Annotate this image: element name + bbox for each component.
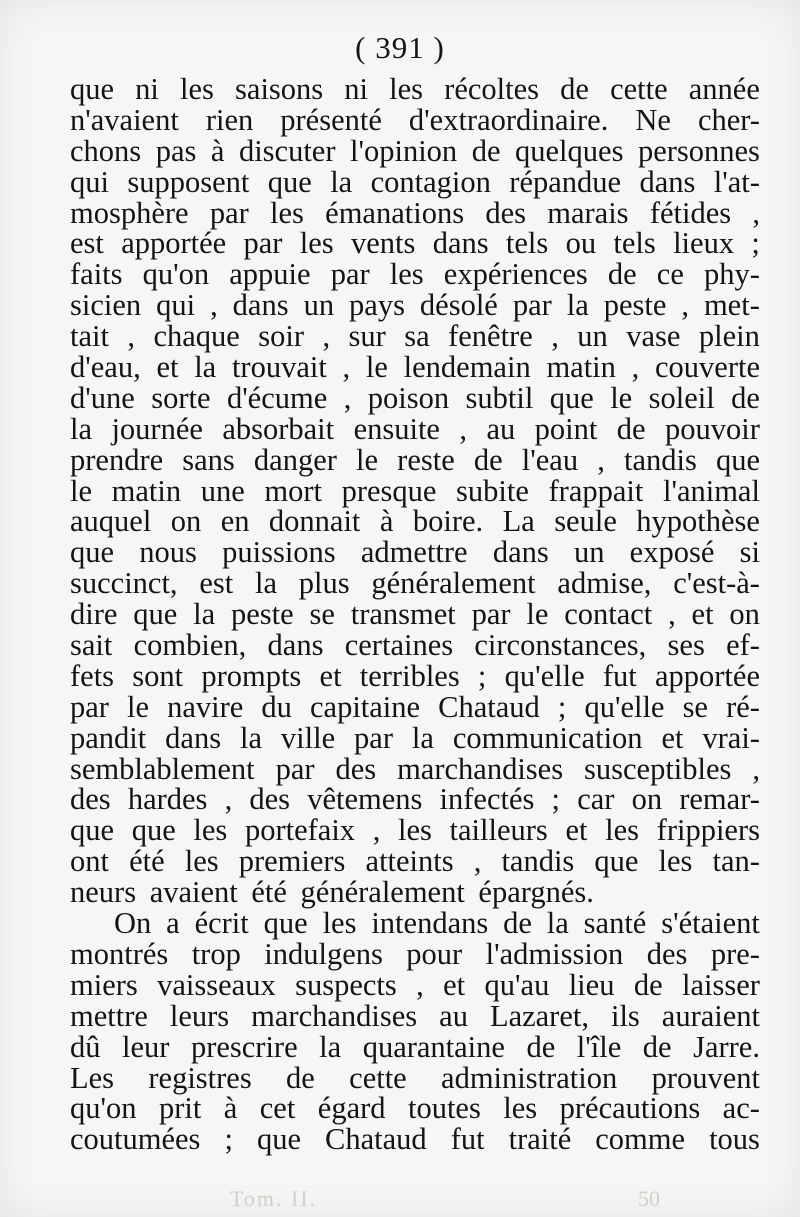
text-line: mettre leurs marchandises au Lazaret, ils auraient — [70, 998, 760, 1033]
text-line: semblablement par des marchandises susceptibles , — [70, 751, 760, 786]
text-line: faits qu'on appuie par les expériences de ce phy- — [70, 257, 760, 292]
text-line: miers vaisseaux suspects , et qu'au lieu de laisser — [70, 967, 760, 1002]
text-line: mosphère par les émanations des marais fétides , — [70, 195, 760, 230]
text-line: succinct, est la plus généralement admise, c'est-à- — [70, 566, 760, 601]
text-line: des hardes , des vêtemens infectés ; car on remar- — [70, 782, 760, 817]
text-line: n'avaient rien présenté d'extraordinaire. Ne cher- — [70, 102, 760, 137]
text-line: que nous puissions admettre dans un exposé si — [70, 535, 760, 570]
text-line: coutumées ; que Chataud fut traité comme tous — [70, 1122, 760, 1157]
text-line: fets sont prompts et terribles ; qu'elle fut apportée — [70, 658, 760, 693]
signature-tome: Tom. II. — [230, 1186, 318, 1211]
paragraph — [70, 74, 760, 908]
text-line: sait combien, dans certaines circonstances, ses ef- — [70, 628, 760, 663]
text-line: qu'on prit à cet égard toutes les précautions ac- — [70, 1091, 760, 1126]
text-line: auquel on en donnait à boire. La seule hypothèse — [70, 504, 760, 539]
text-line: d'eau, et la trouvait , le lendemain matin , couverte — [70, 350, 760, 385]
text-line: dire que la peste se transmet par le contact , et on — [70, 597, 760, 632]
text-line: On a écrit que les intendans de la santé s'étaient — [114, 906, 760, 941]
text-line: sicien qui , dans un pays désolé par la peste , met- — [70, 288, 760, 323]
text-line: est apportée par les vents dans tels ou tels lieux ; — [70, 226, 760, 261]
text-line: que que les portefaix , les tailleurs et les frippiers — [70, 813, 760, 848]
text-line: que ni les saisons ni les récoltes de cette année — [70, 72, 760, 106]
text-line: tait , chaque soir , sur sa fenêtre , un vase plein — [70, 319, 760, 354]
text-line: le matin une mort presque subite frappait l'animal — [70, 473, 760, 508]
text-line: ont été les premiers atteints , tandis que les tan- — [70, 844, 760, 879]
text-line: chons pas à discuter l'opinion de quelques personnes — [70, 133, 760, 168]
text-line: pandit dans la ville par la communication et vrai- — [70, 720, 760, 755]
text-line: montrés trop indulgens pour l'admission des pre- — [70, 936, 760, 971]
text-line: prendre sans danger le reste de l'eau , tandis que — [70, 442, 760, 477]
printer-signature — [0, 1180, 800, 1217]
text-line: d'une sorte d'écume , poison subtil que le soleil de — [70, 380, 760, 415]
text-line: dû leur prescrire la quarantaine de l'île de Jarre. — [70, 1029, 760, 1064]
signature-mark: 50 — [638, 1186, 660, 1211]
text-line: par le navire du capitaine Chataud ; qu'elle se ré- — [70, 689, 760, 724]
body-text — [70, 74, 760, 1155]
text-line: Les registres de cette administration prouvent — [70, 1060, 760, 1095]
text-line: qui supposent que la contagion répandue dans l'at- — [70, 164, 760, 199]
text-line: la journée absorbait ensuite , au point de pouvoir — [70, 411, 760, 446]
paragraph — [70, 908, 760, 1155]
page-number: ( 391 ) — [355, 30, 445, 65]
text-line: neurs avaient été généralement épargnés. — [70, 875, 594, 910]
